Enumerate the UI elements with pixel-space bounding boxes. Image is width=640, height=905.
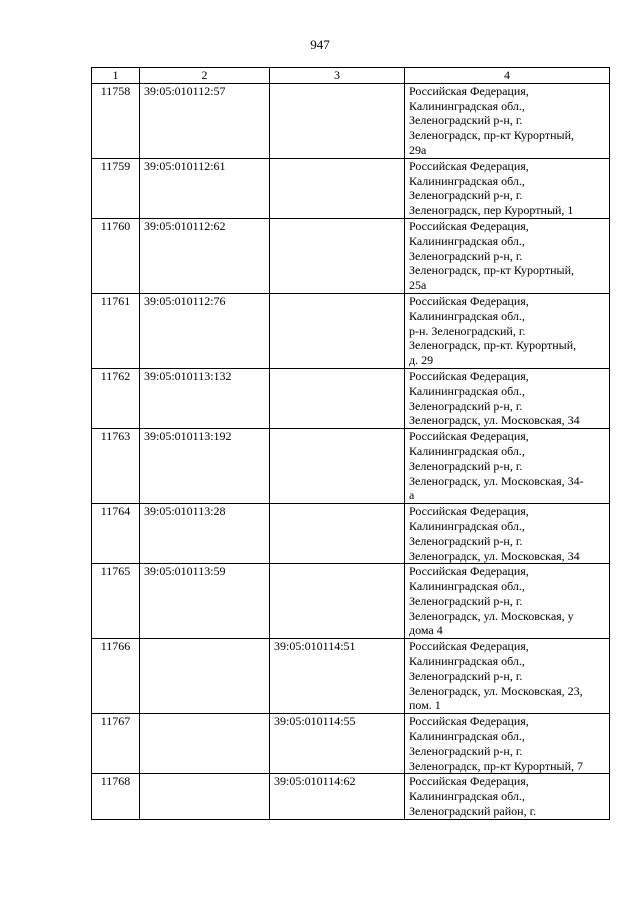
cadastral-number-cell: 39:05:010113:28 xyxy=(140,504,270,564)
address-cell: Российская Федерация, Калининградская обл., Зеленоградский район, г. xyxy=(405,774,610,819)
row-number-cell: 11767 xyxy=(92,714,140,774)
table-row xyxy=(92,639,610,714)
cadastral-number-alt-cell: 39:05:010114:62 xyxy=(270,774,405,819)
address-cell: Российская Федерация, Калининградская обл., Зеленоградский р-н, г. Зеленоградск, пр-кт Курортный, 7 xyxy=(405,714,610,774)
address-cell: Российская Федерация, Калининградская обл., р-н. Зеленоградский, г. Зеленоградск, пр-кт. Курортный, д. 29 xyxy=(405,293,610,368)
table-row xyxy=(92,158,610,218)
cadastral-number-cell xyxy=(140,774,270,819)
cadastral-number-alt-cell xyxy=(270,218,405,293)
address-cell: Российская Федерация, Калининградская обл., Зеленоградский р-н, г. Зеленоградск, ул. Московская, 34 xyxy=(405,368,610,428)
row-number-cell: 11761 xyxy=(92,293,140,368)
table-row xyxy=(92,714,610,774)
address-cell: Российская Федерация, Калининградская обл., Зеленоградский р-н, г. Зеленоградск, ул. Московская, 34 xyxy=(405,504,610,564)
cadastral-number-cell: 39:05:010113:59 xyxy=(140,564,270,639)
cadastral-number-alt-cell xyxy=(270,158,405,218)
cadastral-number-cell: 39:05:010112:57 xyxy=(140,83,270,158)
table-row xyxy=(92,83,610,158)
cadastral-number-cell xyxy=(140,714,270,774)
table-row xyxy=(92,774,610,819)
row-number-cell: 11759 xyxy=(92,158,140,218)
cadastral-number-alt-cell: 39:05:010114:51 xyxy=(270,639,405,714)
cadastral-number-cell: 39:05:010112:62 xyxy=(140,218,270,293)
row-number-cell: 11768 xyxy=(92,774,140,819)
cadastral-number-alt-cell: 39:05:010114:55 xyxy=(270,714,405,774)
table-header xyxy=(92,68,610,84)
table-row xyxy=(92,429,610,504)
table-row xyxy=(92,293,610,368)
address-cell: Российская Федерация, Калининградская обл., Зеленоградский р-н, г. Зеленоградск, ул. Московская, 23, пом. 1 xyxy=(405,639,610,714)
table-row xyxy=(92,504,610,564)
header-row xyxy=(92,68,610,84)
header-col-4: 4 xyxy=(405,68,610,84)
cadastral-number-cell: 39:05:010113:192 xyxy=(140,429,270,504)
row-number-cell: 11760 xyxy=(92,218,140,293)
row-number-cell: 11758 xyxy=(92,83,140,158)
address-cell: Российская Федерация, Калининградская обл., Зеленоградский р-н, г. Зеленоградск, пр-кт Курортный, 29а xyxy=(405,83,610,158)
page-number: 947 xyxy=(310,37,330,52)
cadastral-number-cell: 39:05:010112:76 xyxy=(140,293,270,368)
header-col-1: 1 xyxy=(92,68,140,84)
cadastral-number-alt-cell xyxy=(270,504,405,564)
cadastral-number-alt-cell xyxy=(270,83,405,158)
cadastral-number-alt-cell xyxy=(270,368,405,428)
table-row xyxy=(92,564,610,639)
row-number-cell: 11762 xyxy=(92,368,140,428)
address-cell: Российская Федерация, Калининградская обл., Зеленоградский р-н, г. Зеленоградск, пер Курортный, 1 xyxy=(405,158,610,218)
cadastral-number-alt-cell xyxy=(270,564,405,639)
cadastral-number-cell: 39:05:010112:61 xyxy=(140,158,270,218)
row-number-cell: 11765 xyxy=(92,564,140,639)
header-col-3: 3 xyxy=(270,68,405,84)
row-number-cell: 11764 xyxy=(92,504,140,564)
address-cell: Российская Федерация, Калининградская обл., Зеленоградский р-н, г. Зеленоградск, ул. Московская, у дома 4 xyxy=(405,564,610,639)
cadastral-number-alt-cell xyxy=(270,293,405,368)
table-body xyxy=(92,83,610,819)
cadastral-number-alt-cell xyxy=(270,429,405,504)
header-col-2: 2 xyxy=(140,68,270,84)
address-cell: Российская Федерация, Калининградская обл., Зеленоградский р-н, г. Зеленоградск, ул. Московская, 34- а xyxy=(405,429,610,504)
table-row xyxy=(92,368,610,428)
table-row xyxy=(92,218,610,293)
cadastral-number-cell xyxy=(140,639,270,714)
cadastral-number-cell: 39:05:010113:132 xyxy=(140,368,270,428)
row-number-cell: 11763 xyxy=(92,429,140,504)
registry-table xyxy=(91,67,610,820)
row-number-cell: 11766 xyxy=(92,639,140,714)
address-cell: Российская Федерация, Калининградская обл., Зеленоградский р-н, г. Зеленоградск, пр-кт Курортный, 25а xyxy=(405,218,610,293)
